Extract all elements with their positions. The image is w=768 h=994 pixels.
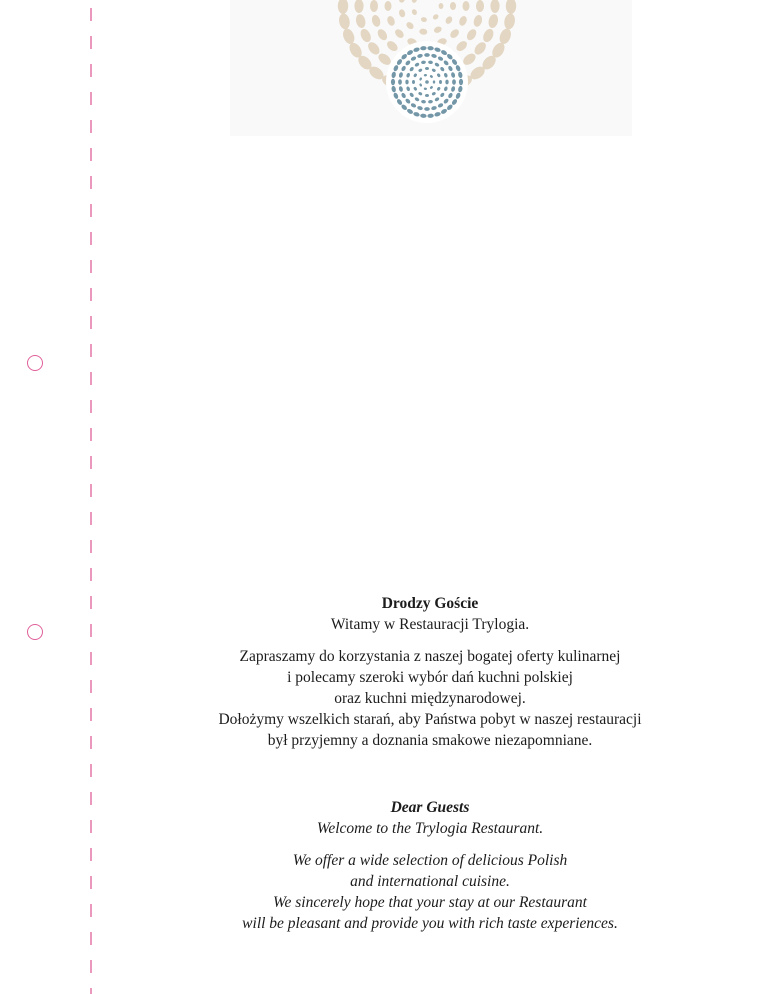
- english-welcome: Welcome to the Trylogia Restaurant.: [316, 820, 544, 837]
- english-greeting: [140, 797, 720, 934]
- polish-body-line: był przyjemny a doznania smakowe niezapomniane.: [267, 732, 593, 749]
- english-body-line: will be pleasant and provide you with rich taste experiences.: [242, 915, 618, 932]
- english-body-line: and international cuisine.: [350, 873, 510, 890]
- polish-greeting: [140, 593, 720, 751]
- polish-body-line: Zapraszamy do korzystania z naszej bogatej oferty kulinarnej: [239, 648, 621, 665]
- polish-heading: Drodzy Goście: [381, 595, 479, 612]
- polish-body-line: Dołożymy wszelkich starań, aby Państwa pobyt w naszej restauracji: [218, 711, 642, 728]
- punch-hole-upper: [27, 355, 43, 371]
- logo-panel: [230, 0, 632, 136]
- punch-hole-lower: [27, 624, 43, 640]
- polish-welcome: Witamy w Restauracji Trylogia.: [330, 616, 530, 633]
- polish-body-line: oraz kuchni międzynarodowej.: [334, 690, 526, 707]
- english-body-line: We offer a wide selection of delicious Polish: [292, 852, 568, 869]
- english-heading: Dear Guests: [390, 799, 470, 816]
- dotted-circle-logo-icon: [230, 0, 632, 136]
- binding-margin-line: [87, 0, 95, 994]
- polish-body-line: i polecamy szeroki wybór dań kuchni polskiej: [287, 669, 573, 686]
- english-body-line: We sincerely hope that your stay at our Restaurant: [273, 894, 587, 911]
